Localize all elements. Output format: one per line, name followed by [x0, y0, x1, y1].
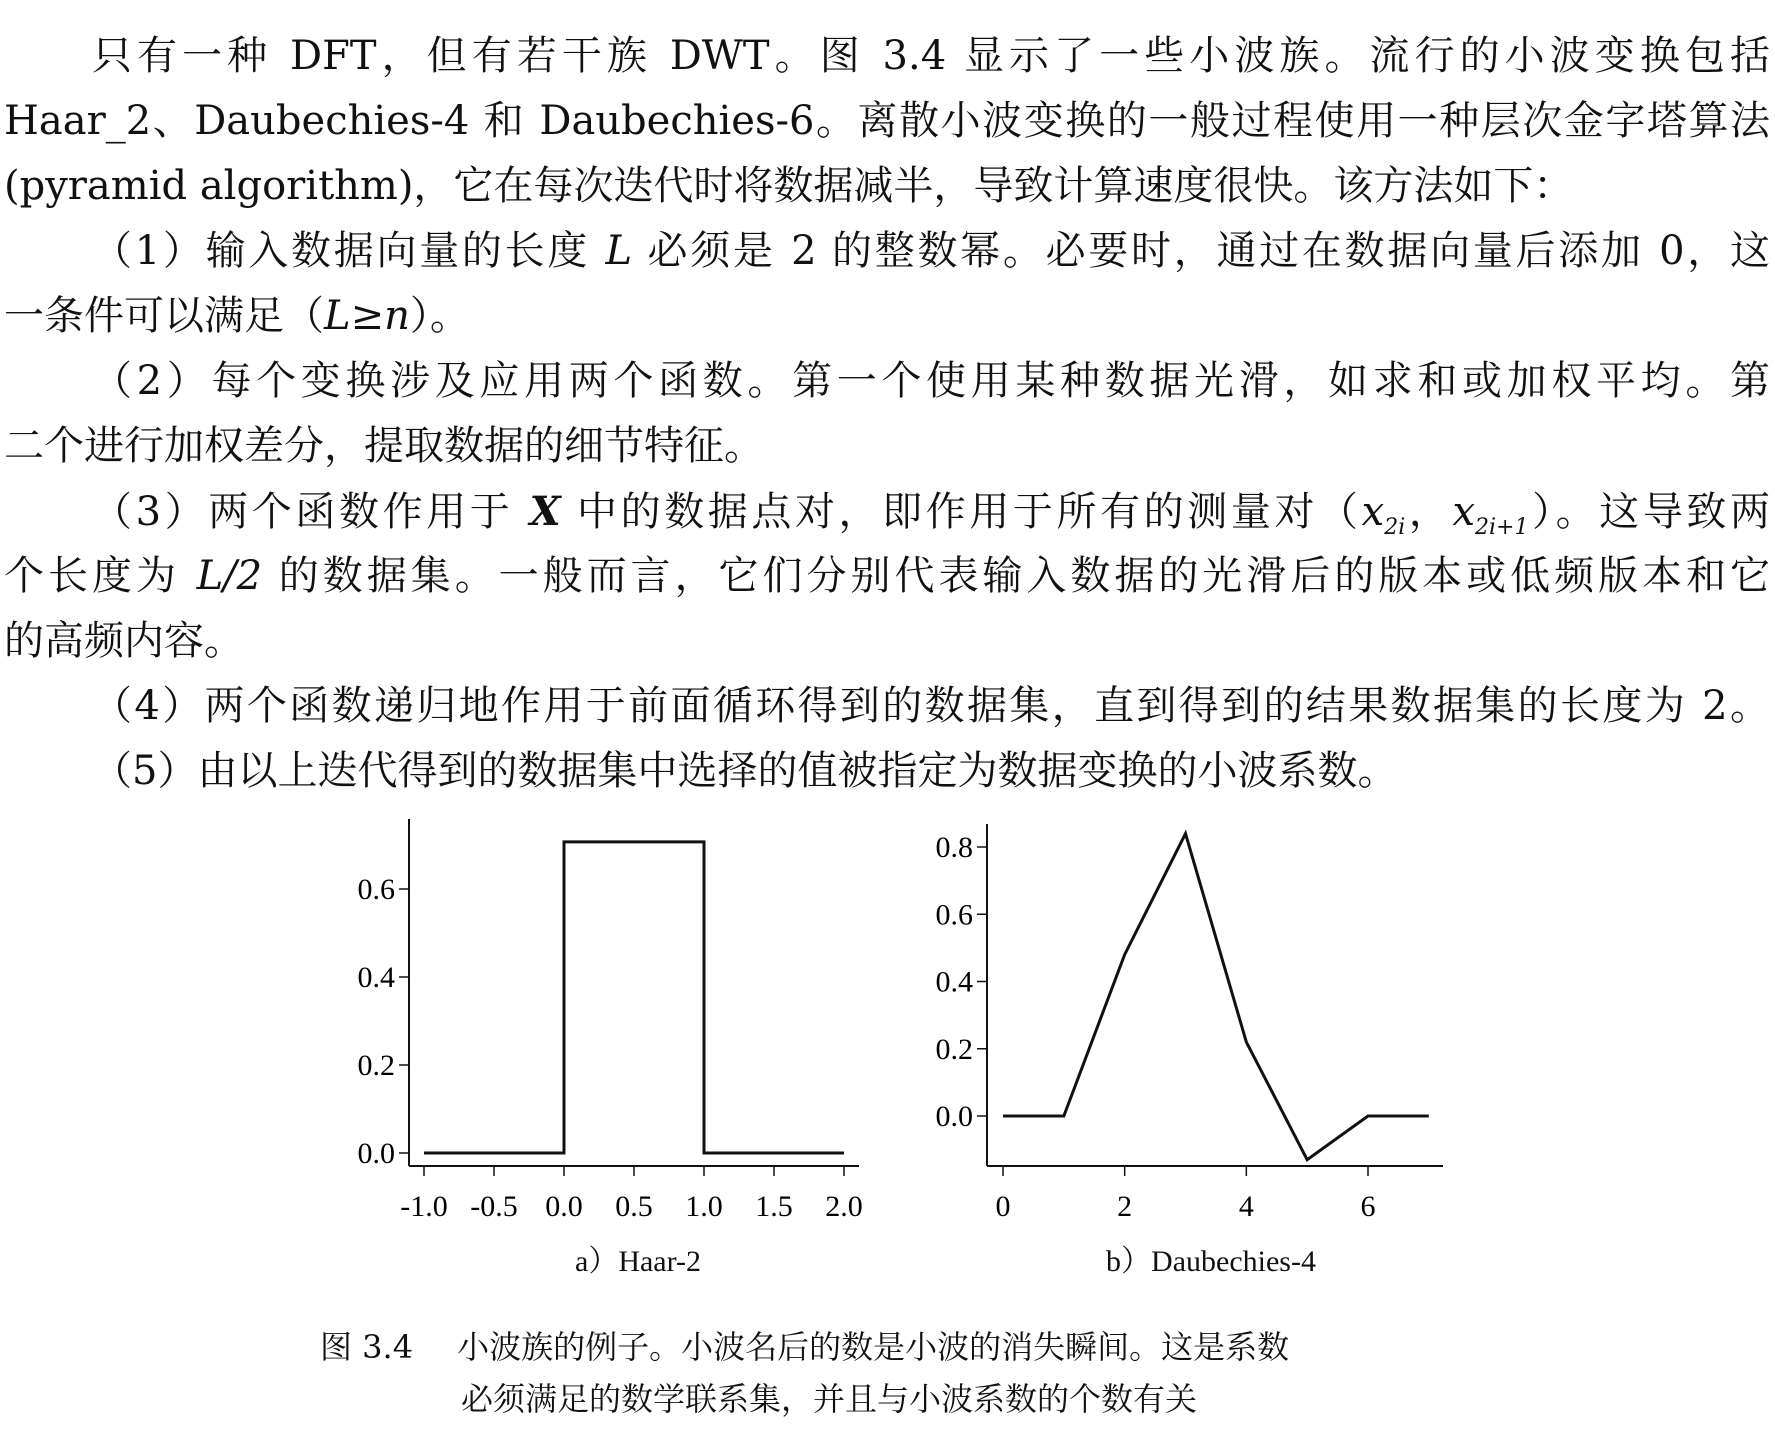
- segment-text: L: [605, 228, 633, 274]
- segment-text: ，: [1405, 489, 1453, 535]
- segment-text: x: [1452, 489, 1475, 535]
- y-tick-label: 0.2: [935, 1032, 973, 1066]
- y-tick-label: 0.6: [357, 873, 395, 906]
- x-tick-label: 0: [995, 1190, 1011, 1223]
- x-tick-label: -0.5: [470, 1190, 518, 1223]
- segment-text: 中的数据点对，即作用于所有的测量对（: [560, 489, 1362, 535]
- segment-text: X: [529, 488, 561, 535]
- segment-text: （5）由以上迭代得到的数据集中选择的值被指定为数据变换的小波系数。: [92, 748, 1398, 794]
- subscript: 2i: [1384, 515, 1406, 540]
- caption-text-1: 小波族的例子。小波名后的数是小波的消失瞬间。这是系数: [457, 1328, 1290, 1366]
- x-tick-label: 2.0: [825, 1190, 863, 1223]
- segment-text: 个长度为: [4, 553, 197, 599]
- segment-text: 的数据集。一般而言，它们分别代表输入数据的光滑后的版本或低频版本和它: [262, 553, 1771, 599]
- segment-text: （3）两个函数作用于: [92, 489, 530, 535]
- y-tick-label: 0.0: [357, 1137, 395, 1170]
- segment-text: Haar_2、Daubechies-4 和 Daubechies-6。离散小波变换的一般过程使用一种层次金字塔算法: [4, 98, 1770, 144]
- series-line: [1003, 834, 1429, 1160]
- y-tick-label: 0.8: [935, 831, 973, 864]
- y-tick-label: 0.0: [935, 1100, 973, 1133]
- x-tick-label: 6: [1360, 1190, 1376, 1223]
- x-tick-label: 1.5: [755, 1190, 793, 1223]
- segment-text: （4）两个函数递归地作用于前面循环得到的数据集，直到得到的结果数据集的长度为 2。: [92, 683, 1770, 729]
- x-tick-label: -1.0: [400, 1190, 448, 1223]
- segment-text: 二个进行加权差分，提取数据的细节特征。: [4, 423, 764, 469]
- y-tick-label: 0.2: [357, 1049, 395, 1082]
- figure-caption-line2: 必须满足的数学联系集，并且与小波系数的个数有关: [461, 1380, 1198, 1418]
- figure-caption-line1: [320, 1322, 1289, 1368]
- segment-text: ）。: [409, 293, 470, 339]
- segment-text: L≥n: [324, 293, 410, 339]
- subscript: 2i+1: [1475, 515, 1529, 540]
- segment-text: ）。这导致两: [1528, 489, 1771, 535]
- x-tick-label: 0.5: [615, 1190, 653, 1223]
- segment-text: 必须是 2 的整数幂。必要时，通过在数据向量后添加 0，这: [632, 228, 1770, 274]
- segment-text: （2）每个变换涉及应用两个函数。第一个使用某种数据光滑，如求和或加权平均。第: [92, 358, 1770, 404]
- x-tick-label: 2: [1117, 1190, 1133, 1223]
- series-line: [424, 842, 844, 1153]
- segment-text: 一条件可以满足（: [4, 293, 324, 339]
- segment-text: (pyramid algorithm)，它在每次迭代时将数据减半，导致计算速度很快。该方法如下：: [4, 163, 1574, 209]
- segment-text: 的高频内容。: [4, 618, 244, 664]
- x-tick-label: 4: [1238, 1190, 1254, 1223]
- segment-text: 只有一种 DFT，但有若干族 DWT。图 3.4 显示了一些小波族。流行的小波变换包括: [92, 33, 1770, 79]
- segment-text: L/2: [196, 553, 263, 599]
- y-tick-label: 0.4: [935, 965, 973, 999]
- subfigure-label-b: b）Daubechies-4: [1106, 1245, 1316, 1278]
- y-tick-label: 0.6: [935, 898, 973, 932]
- x-tick-label: 1.0: [685, 1190, 723, 1223]
- y-tick-label: 0.4: [357, 961, 395, 994]
- subfigure-label-a: a）Haar-2: [575, 1245, 701, 1278]
- figure-number: 图 3.4: [320, 1328, 414, 1366]
- x-tick-label: 0.0: [545, 1190, 583, 1223]
- segment-text: x: [1361, 489, 1385, 535]
- segment-text: （1）输入数据向量的长度: [92, 228, 606, 274]
